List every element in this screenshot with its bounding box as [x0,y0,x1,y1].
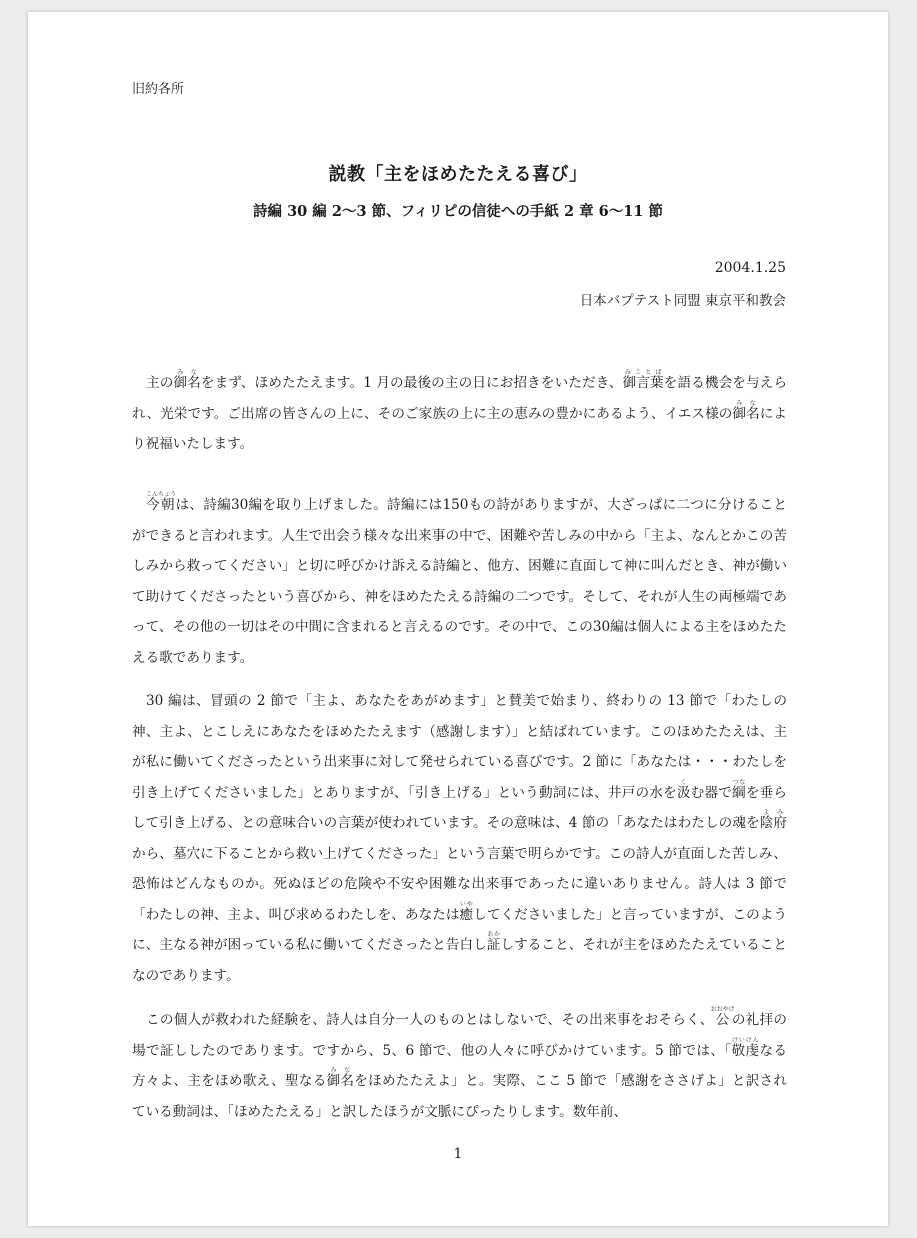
ruby-reading: けいけん [731,1036,760,1044]
paragraph-text: む器で [690,784,733,801]
ruby-reading: よみ [759,809,787,816]
ruby-reading: みな [732,399,760,407]
paragraph-text: この個人が救われた経験を、詩人は自分一人のものとはしないで、その出来事をおそらく、 [146,1012,714,1028]
ruby-annotated-word: 公おおやけ [710,1006,735,1028]
header-label: 旧約各所 [132,82,185,97]
ruby-annotated-word: 敬虔けいけん [731,1036,760,1059]
ruby-reading: く [676,778,691,786]
ruby-annotated-word: 御名みな [732,399,760,422]
ruby-reading: いや [459,900,474,908]
paragraph-text: の礼拝の場で証ししたのであります。ですから、5、6 節で、他の人々に呼びかけています。5 節では、「 [132,1012,787,1059]
ruby-annotated-word: 癒いや [459,900,474,923]
ruby-annotated-word: 陰府よみ [759,809,787,831]
ruby-reading: みな [173,369,201,376]
ruby-reading: みことば [622,369,664,376]
paragraph-text: 主の [146,375,174,391]
ruby-annotated-word: 御名みな [326,1067,355,1089]
page-number: 1 [453,1146,463,1162]
ruby-annotated-word: 御言葉みことば [622,369,664,391]
ruby-reading: みな [326,1067,355,1074]
ruby-reading: こんちょう [146,491,177,498]
paragraph-text: をまず、ほめたたえます。1 月の最後の主の日にお招きをいただき、 [200,375,623,391]
ruby-annotated-word: 綱つな [732,778,746,801]
church-name: 日本バプテスト同盟 東京平和教会 [579,293,786,309]
paragraph-text: しすること、それが主をほめたたえていることなのであります。 [132,937,788,984]
paragraph-text: を語る機会を与えられ、光栄です。ご出席の皆さんの上に、そのご家族の上に主の恵みの豊かにあるよう、イエス様の [132,375,788,422]
paragraph-text: 30 編は、冒頭の 2 節で「主よ、あなたをあがめます」と賛美で始まり、終わりの 13 節で「わたしの神、主よ、とこしえにあなたをほめたたえます（感謝します）」と結ばれています。このほめたたえは、主が私に働いてくださったという出来事に対して発せられている喜びです。2 節に「あなたは・・・わたしを引き上げてくださいました」とありますが、「引き上げる」という動詞には、井戸の水を [132,693,787,801]
paragraph-text: してくださいました」と言っていますが、このように、主なる神が困っている私に働いてくださったと告白し [132,906,788,953]
ruby-reading: つな [732,778,746,786]
ruby-annotated-word: 証あか [486,931,501,953]
ruby-annotated-word: 今朝こんちょう [146,491,177,513]
paragraph-4 [132,1005,787,1127]
paragraph-text: により祝福いたします。 [132,405,788,452]
ruby-reading: あか [486,931,501,938]
paragraph-2 [132,490,787,673]
paragraph-text: を垂らして引き上げる、との意味合いの言葉が使われています。その意味は、4 節の「あなたはわたしの魂を [132,784,788,831]
paragraph-text: から、墓穴に下ることから救い上げてくださった」という言葉で明らかです。この詩人が直面した苦しみ、恐怖はどんなものか。死ぬほどの危険や不安や困難な出来事であったに違いありません。詩人は 3 節で「わたしの神、主よ、叫び求めるわたしを、あなたは [132,845,787,923]
sermon-date: 2004.1.25 [714,260,786,276]
paragraph-text: なる方々よ、主をほめ歌え、聖なる [132,1042,788,1089]
paragraph-3 [132,686,787,991]
scripture-reference: 詩編 30 編 2〜3 節、フィリピの信徒への手紙 2 章 6〜11 節 [253,203,663,220]
ruby-annotated-word: 御名みな [173,369,201,391]
ruby-reading: おおやけ [710,1006,735,1013]
ruby-annotated-word: 汲く [676,778,691,801]
paragraph-text: をほめたたえよ」と。実際、ここ 5 節で「感謝をささげよ」と訳されている動詞は、「ほめたたえる」と訳したほうが文脈にぴったりします。数年前、 [132,1073,787,1120]
paragraph-text: は、詩編30編を取り上げました。詩編には150もの詩がありますが、大ざっぱに二つに分けることができると言われます。人生で出会う様々な出来事の中で、困難や苦しみの中から「主よ、なんとかこの苦しみから救ってください」と切に呼びかけ訴える詩編と、他方、困難に直面して神に叫んだとき、神が働いて助けてくださったという喜びから、神をほめたたえる詩編の二つです。そして、それが人生の両極端であって、その他の一切はその中間に含まれると言えるのです。その中で、この30編は個人による主をほめたたえる歌であります。 [132,497,787,666]
document-page [28,12,888,1226]
sermon-title: 説教「主をほめたたえる喜び」 [328,164,588,185]
paragraph-1 [132,368,787,460]
